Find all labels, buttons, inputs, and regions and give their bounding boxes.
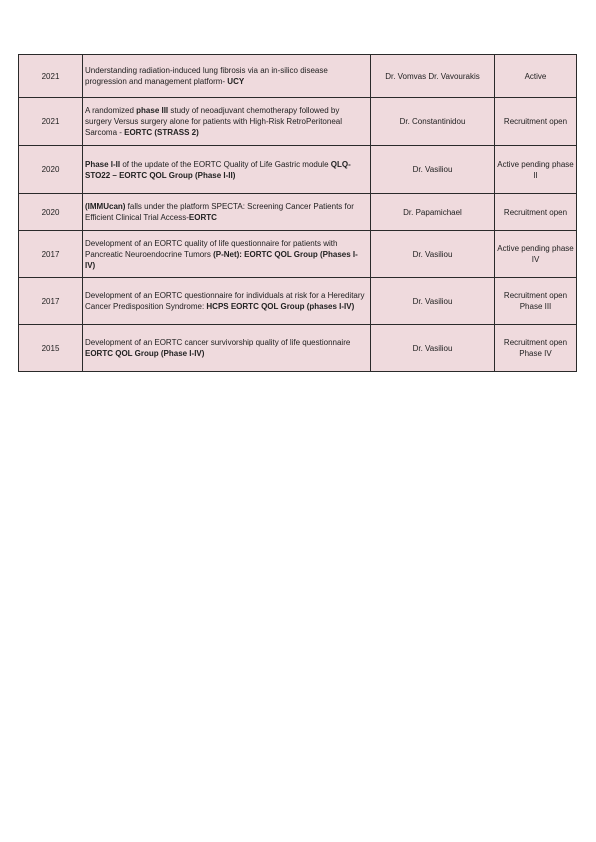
title-cell — [83, 325, 371, 372]
investigator-cell: Dr. Vomvas Dr. Vavourakis — [371, 55, 495, 98]
title-segment-bold: phase III — [136, 106, 169, 115]
title-segment-bold: HCPS EORTC QOL Group (phases I-IV) — [206, 302, 355, 311]
title-cell — [83, 194, 371, 231]
status-cell: Recruitment open — [495, 194, 577, 231]
clinical-trials-table — [18, 54, 577, 372]
investigator-cell: Dr. Vasiliou — [371, 325, 495, 372]
title-segment: study of neoadjuvant chemotherapy followed by surgery Versus surgery alone for patients with High-Risk RetroPeritoneal Sarcoma - — [85, 106, 343, 137]
status-cell: Active — [495, 55, 577, 98]
title-segment: Understanding radiation-induced lung fibrosis via an in-silico disease progression and management platform- — [85, 66, 328, 86]
year-cell: 2015 — [19, 325, 83, 372]
year-cell: 2021 — [19, 98, 83, 146]
title-segment: of the update of the EORTC Quality of Life Gastric module — [120, 159, 331, 169]
title-segment: Development of an EORTC quality of life questionnaire for patients with Pancreatic Neuroendocrine Tumors — [85, 238, 338, 259]
table-row — [19, 55, 577, 98]
table-row — [19, 146, 577, 194]
investigator-cell: Dr. Vasiliou — [371, 146, 495, 194]
status-cell: Active pending phase IV — [495, 231, 577, 278]
title-cell — [83, 278, 371, 325]
title-segment-bold: Phase I-II — [85, 159, 121, 169]
investigator-cell: Dr. Papamichael — [371, 194, 495, 231]
year-cell: 2020 — [19, 194, 83, 231]
status-cell: Active pending phase II — [495, 146, 577, 194]
title-segment: A randomized — [85, 106, 137, 115]
investigator-cell: Dr. Vasiliou — [371, 231, 495, 278]
title-segment-bold: (IMMUcan) — [85, 202, 126, 211]
investigator-cell: Dr. Constantinidou — [371, 98, 495, 146]
year-cell: 2020 — [19, 146, 83, 194]
title-cell — [83, 146, 371, 194]
title-segment-bold: EORTC — [188, 213, 217, 222]
title-segment-bold: UCY — [227, 77, 245, 86]
title-segment: Development of an EORTC questionnaire for individuals at risk for a Hereditary Cancer Predisposition Syndrome: — [85, 291, 365, 311]
table-row — [19, 231, 577, 278]
title-segment-bold: (P-Net): EORTC QOL Group (Phases I-IV) — [85, 249, 358, 270]
title-cell — [83, 231, 371, 278]
title-cell — [83, 98, 371, 146]
table-row — [19, 278, 577, 325]
year-cell: 2017 — [19, 231, 83, 278]
status-cell: Recruitment open Phase IV — [495, 325, 577, 372]
year-cell: 2017 — [19, 278, 83, 325]
status-cell: Recruitment open Phase III — [495, 278, 577, 325]
title-segment-bold: EORTC (STRASS 2) — [124, 128, 199, 137]
status-cell: Recruitment open — [495, 98, 577, 146]
title-segment: falls under the platform SPECTA: Screening Cancer Patients for Efficient Clinical Trial Access- — [85, 202, 354, 222]
title-segment-bold: EORTC QOL Group (Phase I-IV) — [85, 349, 205, 358]
table-row — [19, 325, 577, 372]
title-segment: Development of an EORTC cancer survivorship quality of life questionnaire — [85, 338, 351, 347]
title-cell — [83, 55, 371, 98]
investigator-cell: Dr. Vasiliou — [371, 278, 495, 325]
table-row — [19, 98, 577, 146]
year-cell: 2021 — [19, 55, 83, 98]
title-segment-bold: QLQ-STO22 – EORTC QOL Group (Phase I-II) — [85, 159, 351, 180]
table-row — [19, 194, 577, 231]
